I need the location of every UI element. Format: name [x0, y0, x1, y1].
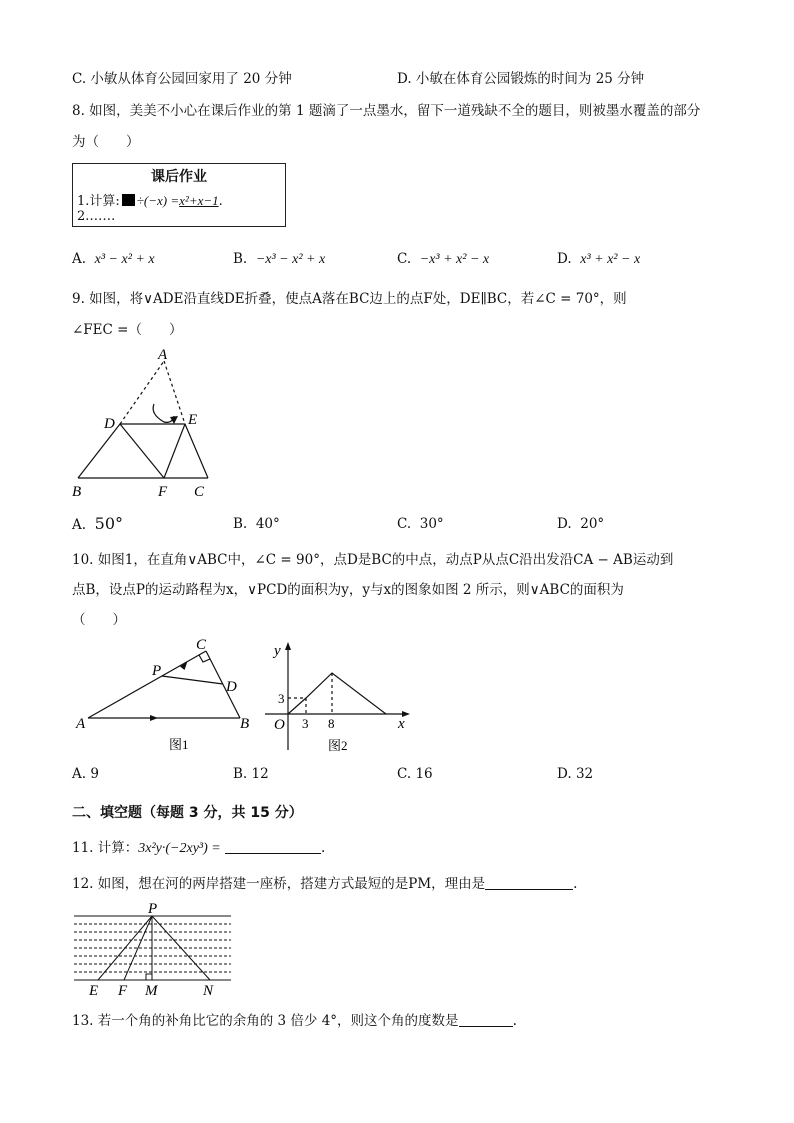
q10-figure-2 [262, 640, 412, 758]
label-c: C [196, 637, 207, 653]
q8-stem-line1: 8. 如图，美美不小心在课后作业的第 1 题滴了一点墨水，留下一道残缺不全的题目，则被墨水覆盖的部分 [72, 103, 701, 119]
q12-stem: 12. 如图，想在河的两岸搭建一座桥，搭建方式最短的是PM，理由是 [72, 876, 486, 892]
section-title: 二、填空题（每题 3 分，共 15 分） [72, 805, 303, 821]
homework-line-1-end: . [218, 194, 223, 209]
option-label: C. [397, 251, 412, 267]
q13-end: . [512, 1013, 517, 1029]
q12-end: . [573, 876, 578, 892]
label-m: M [145, 983, 158, 999]
q12 [72, 872, 577, 892]
q13-answer-blank[interactable] [459, 1012, 513, 1027]
label-p: P [148, 901, 158, 917]
option-expr: x³ + x² − x [580, 252, 641, 267]
arrow-on-ab-icon [150, 715, 158, 721]
q9-figure [60, 342, 230, 507]
segment-ef [164, 424, 185, 478]
q10-option-a[interactable] [72, 766, 99, 782]
segment-df [120, 424, 164, 478]
tick-x-8: 8 [328, 716, 335, 731]
q7-option-d: D. 小敏在体育公园锻炼的时间为 25 分钟 [397, 71, 645, 87]
option-label: A. [72, 251, 87, 267]
right-angle-mark-icon [146, 974, 152, 980]
option-expr: −x³ − x² + x [255, 252, 326, 267]
homework-title: 课后作业 [151, 169, 207, 185]
q11-answer-blank[interactable] [225, 839, 321, 854]
label-p: P [152, 663, 162, 679]
homework-card [72, 163, 286, 227]
segment-bd [78, 424, 120, 478]
q9-stem-line2: ∠FEC =（ ） [72, 322, 183, 338]
q8-option-a[interactable] [72, 251, 155, 268]
homework-line-1-prefix: 1.计算: [77, 194, 120, 209]
q8-option-d[interactable] [557, 251, 640, 268]
segment-pf [124, 916, 152, 980]
figure-2-caption: 图2 [328, 738, 348, 753]
q11-end: . [321, 840, 326, 856]
figure-1-caption: 图1 [169, 737, 189, 752]
option-label: D. [557, 516, 572, 532]
segment-da-dashed [120, 361, 164, 424]
axis-y-label: y [274, 643, 281, 659]
q8-option-b[interactable] [233, 251, 325, 268]
q12-river-figure [66, 900, 236, 1000]
label-n: N [203, 983, 214, 999]
label-c: C [194, 484, 205, 500]
option-value: 40° [255, 516, 280, 532]
segment-ae-dashed [164, 361, 185, 424]
q10-figure-1 [66, 634, 266, 756]
y-axis-arrow-icon [285, 642, 291, 650]
origin-label: O [274, 717, 285, 733]
option-label: B. [233, 766, 248, 782]
homework-line-2: 2.…… [77, 209, 116, 224]
ink-blot-icon [122, 194, 135, 206]
q9-option-b[interactable] [233, 516, 280, 532]
label-a: A [76, 716, 86, 732]
option-value: 16 [415, 766, 433, 782]
option-label: B. [233, 516, 248, 532]
q10-option-c[interactable] [397, 766, 433, 782]
q8-option-c[interactable] [397, 251, 489, 268]
q10-stem-line3: （ ） [72, 612, 126, 628]
option-value: 32 [575, 766, 594, 782]
option-value: 20° [580, 516, 605, 532]
option-value: 50° [94, 514, 123, 533]
q10-stem-line1: 10. 如图1，在直角∨ABC中，∠C = 90°，点D是BC的中点，动点P从点C沿出发沿CA − AB运动到 [72, 552, 674, 568]
option-label: C. [397, 766, 412, 782]
q9-stem-line1: 9. 如图，将∨ADE沿直线DE折叠，使点A落在BC边上的点F处，DE∥BC，若∠C = 70°，则 [72, 291, 627, 307]
axis-x-label: x [398, 716, 405, 732]
q10-option-b[interactable] [233, 766, 269, 782]
q13 [72, 1009, 517, 1029]
q11-expression: 3x²y·(−2xy³) = [138, 841, 221, 856]
q11 [72, 836, 325, 857]
label-e: E [188, 412, 198, 428]
q9-option-d[interactable] [557, 516, 604, 532]
homework-line-1 [77, 190, 223, 209]
q9-option-a[interactable] [72, 514, 123, 533]
option-label: B. [233, 251, 248, 267]
q11-prefix: 11. 计算： [72, 840, 139, 856]
label-e: E [89, 983, 99, 999]
homework-line-1-divisor: ÷(−x) = [136, 193, 180, 208]
homework-line-1-result: x²+x−1 [179, 193, 219, 208]
option-label: A. [72, 517, 87, 533]
option-label: C. [397, 516, 412, 532]
option-label: D. [557, 766, 572, 782]
label-a: A [158, 347, 168, 363]
label-b: B [240, 716, 250, 732]
option-expr: −x³ + x² − x [419, 252, 490, 267]
label-b: B [72, 484, 82, 500]
segment-ec [185, 424, 208, 478]
q12-answer-blank[interactable] [485, 875, 573, 890]
option-value: 30° [419, 516, 444, 532]
tick-y-3: 3 [278, 691, 285, 706]
q10-stem-line2: 点B，设点P的运动路程为x，∨PCD的面积为y，y与x的图象如图 2 所示，则∨ABC的面积为 [72, 582, 624, 598]
segment-pd [162, 676, 223, 684]
q9-option-c[interactable] [397, 516, 444, 532]
option-label: A. [72, 766, 87, 782]
option-label: D. [557, 251, 572, 267]
q10-option-d[interactable] [557, 766, 593, 782]
segment-ac [88, 651, 206, 718]
label-d: D [226, 679, 237, 695]
fold-arrow-icon [153, 404, 174, 422]
option-value: 12 [251, 766, 269, 782]
q13-stem: 13. 若一个角的补角比它的余角的 3 倍少 4°，则这个角的度数是 [72, 1013, 459, 1029]
q7-option-c: C. 小敏从体育公园回家用了 20 分钟 [72, 71, 292, 87]
option-value: 9 [90, 766, 99, 782]
q8-stem-line2: 为（ ） [72, 134, 140, 150]
graph-line [288, 673, 386, 714]
label-d: D [104, 416, 115, 432]
fold-arrowhead-icon [170, 416, 178, 424]
option-expr: x³ − x² + x [94, 252, 155, 267]
tick-x-3: 3 [302, 716, 309, 731]
label-f: F [158, 484, 168, 500]
label-f: F [118, 983, 128, 999]
